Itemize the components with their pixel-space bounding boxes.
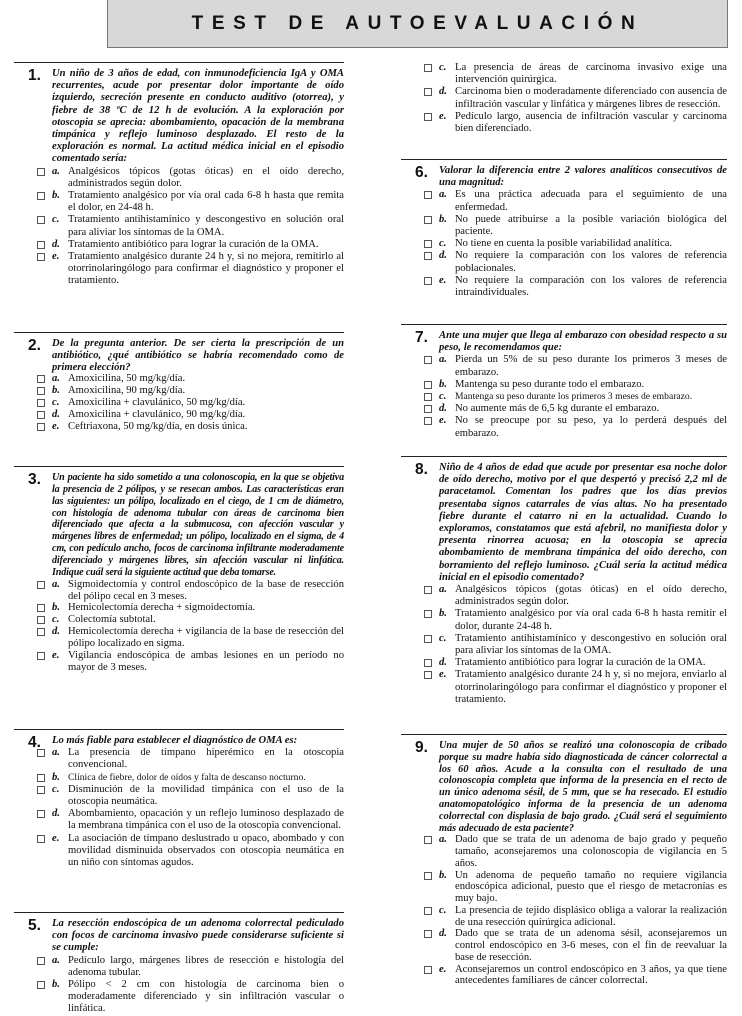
checkbox[interactable]: [37, 604, 45, 612]
option-text: Mantenga su peso durante todo el embarazo.: [455, 378, 645, 390]
option-text: No tiene en cuenta la posible variabilidad analítica.: [455, 238, 673, 250]
option-text: Disminución de la movilidad timpánica con el uso de la otoscopia neumática.: [68, 783, 344, 808]
option-letter: e.: [52, 650, 60, 662]
question-stem: Un paciente ha sido sometido a una colonoscopia, en la que se objetiva la presencia de 2 pólipos, y se resecan ambos. Las características eran las siguientes: un pólipo, localizado en el ciego, de 1 cm de diámetro, con histología de adenoma tubular con áreas de carcinoma bien diferenciado que afecta a la submucosa, con afección vascular y márgenes libres de enfermedad; un pólipo, localizado en el sigma, de 4 cm, con pedículo ancho, focos de carcinoma infiltrante moderadamente diferenciado y márgenes libres, sin afección vascular ni linfática. Indique cuál será la siguiente actitud que deba tomarse.: [52, 472, 344, 578]
checkbox[interactable]: [37, 786, 45, 794]
option-letter: e.: [439, 963, 447, 975]
checkbox[interactable]: [424, 966, 432, 974]
checkbox[interactable]: [37, 387, 45, 395]
option-letter: c.: [439, 632, 447, 644]
option-letter: e.: [439, 415, 447, 427]
option-letter: e.: [52, 832, 60, 844]
option-letter: c.: [52, 214, 60, 226]
option-c[interactable]: [401, 391, 727, 403]
checkbox[interactable]: [424, 635, 432, 643]
option-letter: d.: [439, 928, 447, 940]
option-letter: a.: [52, 747, 60, 759]
checkbox[interactable]: [424, 356, 432, 364]
checkbox[interactable]: [37, 810, 45, 818]
question-4: [14, 729, 344, 912]
option-letter: e.: [52, 420, 60, 432]
checkbox[interactable]: [37, 981, 45, 989]
option-d[interactable]: [401, 403, 727, 415]
checkbox[interactable]: [37, 616, 45, 624]
option-a[interactable]: [401, 354, 727, 378]
checkbox[interactable]: [37, 835, 45, 843]
option-text: La asociación de tímpano deslustrado u opaco, abombado y con movilidad disminuida observados con otoscopia neumática en un niño con síntomas agudos.: [68, 832, 344, 869]
option-letter: b.: [52, 602, 60, 614]
question-3: [14, 466, 344, 729]
checkbox[interactable]: [424, 381, 432, 389]
option-text: Mantenga su peso durante los primeros 3 meses de embarazo.: [455, 391, 693, 403]
option-text: No aumente más de 6,5 kg durante el embarazo.: [455, 403, 660, 415]
option-e[interactable]: [14, 833, 344, 870]
option-e[interactable]: [14, 421, 344, 433]
option-d[interactable]: [401, 928, 727, 963]
question-number: 3.: [28, 471, 41, 488]
option-text: Clínica de fiebre, dolor de oídos y falta de descanso nocturno.: [68, 771, 306, 783]
option-text: Tratamiento analgésico por vía oral cada 6-8 h hasta remitir el dolor, durante 24-48 h.: [455, 608, 727, 632]
option-e[interactable]: [401, 111, 727, 135]
option-c[interactable]: [401, 62, 727, 86]
option-text: Hemicolectomía derecha + vigilancia de la base de resección del pólipo localizado en sigma.: [68, 626, 344, 650]
option-b[interactable]: [401, 608, 727, 632]
option-letter: d.: [439, 86, 447, 98]
question-5: [14, 912, 344, 1016]
checkbox[interactable]: [37, 168, 45, 176]
question-stem: Una mujer de 50 años se realizó una colonoscopia de cribado porque su madre había sido diagnosticada de cáncer colorrectal a los 60 años. Acude a la consulta con el resultado de una colonoscopia completa que informa de la presencia en el recto de un único adenoma sésil, de 5 mm, que se ha resecado. El estudio anatomopatológico informa de la presencia de un adenoma colorrectal con displasia de bajo grado. ¿Cuál será el seguimiento más adecuado de esta paciente?: [439, 740, 727, 834]
option-letter: c.: [439, 391, 447, 403]
option-a[interactable]: [401, 584, 727, 608]
option-text: Carcinoma bien o moderadamente diferenciado con ausencia de infiltración vascular y linfática y márgenes libres de resección.: [455, 86, 727, 110]
option-text: Aconsejaremos un control endoscópico en 3 años, ya que tiene antecedentes familiares de cáncer colorrectal.: [455, 963, 727, 987]
checkbox[interactable]: [424, 191, 432, 199]
checkbox[interactable]: [424, 671, 432, 679]
option-letter: b.: [439, 378, 447, 390]
checkbox[interactable]: [37, 749, 45, 757]
checkbox[interactable]: [424, 252, 432, 260]
question-number: 1.: [28, 67, 41, 84]
question-stem: Niño de 4 años de edad que acude por presentar esa noche dolor de oído derecho, motivo por el que despertó y precisó 2,2 ml de paracetamol. Comentan los padres que los días previos presentaba signos catarrales de vías altas. No ha presentado fiebre durante el catarro ni en la actualidad. Cuando lo exploramos, constatamos que está afebril, no manifiesta dolor y presenta rinorrea acuosa; en la otoscopia se aprecia abombamiento de membrana timpánica del oído derecho, con borramiento del reflejo luminoso. ¿Cuál sería la actitud médica inicial en el episodio comentado?: [439, 462, 727, 583]
option-text: Ceftriaxona, 50 mg/kg/día, en dosis única.: [68, 420, 248, 432]
option-text: Tratamiento analgésico por vía oral cada 6-8 h hasta que remita el dolor, en 24-48 h.: [68, 190, 344, 214]
option-b[interactable]: [14, 385, 344, 397]
checkbox[interactable]: [424, 930, 432, 938]
checkbox[interactable]: [424, 659, 432, 667]
checkbox[interactable]: [37, 375, 45, 383]
option-text: Tratamiento antihistamínico y descongestivo en solución oral para aliviar los síntomas de la OMA.: [68, 214, 344, 238]
option-a[interactable]: [14, 166, 344, 190]
option-letter: b.: [52, 190, 60, 202]
option-text: Abombamiento, opacación y un reflejo luminoso desplazado de la membrana timpánica con el uso de la otoscopia convencional.: [68, 808, 344, 832]
question-stem: Ante una mujer que llega al embarazo con obesidad respecto a su peso, le recomendamos que:: [439, 330, 727, 354]
option-letter: a.: [439, 834, 447, 846]
question-number: 7.: [415, 329, 428, 346]
checkbox[interactable]: [37, 241, 45, 249]
option-a[interactable]: [14, 955, 344, 979]
checkbox[interactable]: [424, 586, 432, 594]
option-letter: e.: [439, 274, 447, 286]
option-text: Tratamiento analgésico durante 24 h y, si no mejora, remitirlo al otorrinolaringólogo para confirmar el diagnóstico y proponer el tratamiento.: [68, 251, 344, 287]
question-number: 5.: [28, 917, 41, 934]
option-a[interactable]: [401, 834, 727, 869]
option-text: Pedículo largo, márgenes libres de resección e histología del adenoma tubular.: [68, 954, 344, 978]
option-text: Tratamiento antihistamínico y descongestivo en solución oral para aliviar los síntomas de la OMA.: [455, 632, 727, 657]
question-stem: Un niño de 3 años de edad, con inmunodeficiencia IgA y OMA recurrentes, acude por presentar dolor importante de oído izquierdo, secreción presente en conducto auditivo (otorrea), y fiebre de 38 ºC de 12 h de evolución. A la exploración por otoscopia se aprecia: abombamiento, opacación de la membrana timpánica y reflejo luminoso desplazado. El resto de la exploración es normal. La actitud médica inicial en el episodio comentado sería:: [52, 68, 344, 165]
option-letter: c.: [439, 238, 447, 250]
question-number: 9.: [415, 739, 428, 756]
option-c[interactable]: [401, 905, 727, 929]
option-text: Amoxicilina + clavulánico, 90 mg/kg/día.: [68, 408, 246, 420]
right-column: [401, 62, 727, 987]
checkbox[interactable]: [424, 88, 432, 96]
option-text: Tratamiento antibiótico para lograr la curación de la OMA.: [455, 657, 706, 669]
option-letter: d.: [52, 408, 60, 420]
option-letter: a.: [52, 373, 60, 385]
checkbox[interactable]: [424, 240, 432, 248]
checkbox[interactable]: [37, 581, 45, 589]
option-letter: d.: [52, 808, 60, 820]
checkbox[interactable]: [424, 417, 432, 425]
checkbox[interactable]: [424, 836, 432, 844]
option-e[interactable]: [401, 275, 727, 299]
option-letter: a.: [439, 584, 447, 596]
option-letter: e.: [439, 110, 447, 122]
question-number: 8.: [415, 461, 428, 478]
option-b[interactable]: [401, 379, 727, 391]
option-b[interactable]: [401, 870, 727, 905]
question-9: [401, 734, 727, 987]
checkbox[interactable]: [37, 774, 45, 782]
option-letter: c.: [439, 62, 447, 73]
option-d[interactable]: [14, 808, 344, 832]
checkbox[interactable]: [37, 652, 45, 660]
checkbox[interactable]: [424, 405, 432, 413]
question-6: [401, 159, 727, 324]
checkbox[interactable]: [424, 277, 432, 285]
question-number: 2.: [28, 337, 41, 354]
option-b[interactable]: [401, 214, 727, 238]
option-text: Amoxicilina + clavulánico, 50 mg/kg/día.: [68, 396, 246, 408]
option-letter: d.: [52, 238, 60, 250]
option-text: Un adenoma de pequeño tamaño no requiere vigilancia endoscópica adicional, puesto que el riesgo de metacronías es muy bajo.: [455, 869, 727, 905]
option-text: Es una práctica adecuada para el seguimiento de una enfermedad.: [455, 189, 727, 213]
checkbox[interactable]: [424, 907, 432, 915]
option-text: Pierda un 5% de su peso durante los primeros 3 meses de embarazo.: [455, 354, 727, 378]
question-2: [14, 332, 344, 466]
option-text: Vigilancia endoscópica de ambas lesiones en un período no mayor de 3 meses.: [68, 650, 344, 673]
checkbox[interactable]: [37, 399, 45, 407]
option-text: Hemicolectomía derecha + sigmoidectomía.: [68, 602, 256, 614]
option-text: No puede atribuirse a la posible variación biológica del paciente.: [455, 213, 727, 238]
checkbox[interactable]: [424, 393, 432, 401]
option-d[interactable]: [14, 409, 344, 421]
option-c[interactable]: [14, 614, 344, 626]
question-stem: De la pregunta anterior. De ser cierta la prescripción de un antibiótico, ¿qué antibiótico se habría recomendado como de primera elección?: [52, 338, 344, 373]
option-letter: c.: [52, 396, 60, 408]
option-letter: d.: [439, 403, 447, 415]
option-text: Sigmoidectomía y control endoscópico de la base de resección del pólipo cecal en 3 meses.: [68, 578, 344, 602]
option-text: Tratamiento antibiótico para lograr la curación de la OMA.: [68, 238, 319, 250]
checkbox[interactable]: [37, 216, 45, 224]
question-stem: Valorar la diferencia entre 2 valores analíticos consecutivos de una magnitud:: [439, 165, 727, 189]
question-stem: Lo más fiable para establecer el diagnóstico de OMA es:: [52, 735, 298, 746]
option-a[interactable]: [14, 373, 344, 385]
option-text: Pólipo < 2 cm con histología de carcinoma bien o moderadamente diferenciado y sin infiltración vascular o linfática.: [68, 979, 344, 1015]
option-text: Amoxicilina, 50 mg/kg/día.: [68, 373, 186, 385]
option-e[interactable]: [14, 650, 344, 674]
option-b[interactable]: [14, 602, 344, 614]
option-text: La presencia de áreas de carcinoma invasivo exige una intervención quirúrgica.: [455, 62, 727, 86]
left-column: [14, 62, 344, 1016]
option-e[interactable]: [401, 415, 727, 439]
checkbox[interactable]: [37, 957, 45, 965]
option-a[interactable]: [14, 747, 344, 771]
option-letter: e.: [439, 669, 447, 681]
option-a[interactable]: [14, 579, 344, 603]
option-d[interactable]: [401, 250, 727, 274]
option-letter: a.: [52, 954, 60, 966]
question-number: 4.: [28, 734, 41, 751]
option-e[interactable]: [401, 669, 727, 706]
option-b[interactable]: [14, 190, 344, 214]
option-letter: d.: [439, 250, 447, 262]
option-e[interactable]: [14, 251, 344, 288]
option-letter: b.: [439, 608, 447, 620]
option-text: No se preocupe por su peso, ya lo perderá después del embarazo.: [455, 415, 727, 439]
checkbox[interactable]: [37, 411, 45, 419]
option-b[interactable]: [14, 772, 344, 784]
option-letter: b.: [52, 979, 60, 991]
option-a[interactable]: [401, 189, 727, 213]
option-text: Colectomía subtotal.: [68, 614, 156, 626]
option-e[interactable]: [401, 964, 727, 988]
option-letter: d.: [439, 657, 447, 669]
checkbox[interactable]: [424, 872, 432, 880]
option-text: Pedículo largo, ausencia de infiltración vascular y carcinoma bien diferenciado.: [455, 110, 727, 135]
option-c[interactable]: [14, 397, 344, 409]
option-letter: b.: [52, 385, 60, 397]
option-text: Tratamiento analgésico durante 24 h y, si no mejora, enviarlo al otorrinolaringólogo para confirmar el diagnóstico y proponer el tratamiento.: [455, 669, 727, 705]
option-c[interactable]: [401, 633, 727, 657]
option-text: La presencia de tímpano hiperémico en la otoscopia convencional.: [68, 747, 344, 771]
option-letter: c.: [52, 783, 60, 795]
option-letter: b.: [439, 213, 447, 225]
option-letter: a.: [52, 165, 60, 177]
option-text: Analgésicos tópicos (gotas óticas) en el oído derecho, administrados según dolor.: [455, 584, 727, 608]
option-d[interactable]: [14, 626, 344, 650]
option-text: Dado que se trata de un adenoma sésil, aconsejaremos un control endoscópico en 3-6 meses, con el fin de reevaluar la base de resección.: [455, 928, 727, 963]
option-letter: b.: [439, 869, 447, 881]
question-stem: La resección endoscópica de un adenoma colorrectal pediculado con focos de carcinoma invasivo puede considerarse suficiente si se cumple:: [52, 918, 344, 954]
option-letter: c.: [439, 904, 447, 916]
option-text: Analgésicos tópicos (gotas óticas) en el oído derecho, administrados según dolor.: [68, 165, 344, 189]
checkbox[interactable]: [424, 610, 432, 618]
page-title: TEST DE AUTOEVALUACIÓN: [107, 0, 728, 48]
checkbox[interactable]: [424, 113, 432, 121]
option-b[interactable]: [14, 979, 344, 1016]
checkbox[interactable]: [37, 253, 45, 261]
option-letter: d.: [52, 626, 60, 638]
option-text: La presencia de tejido displásico obliga a valorar la realización de una resección quirúrgica adicional.: [455, 904, 727, 928]
option-c[interactable]: [14, 784, 344, 808]
option-letter: c.: [52, 614, 60, 626]
option-text: No requiere la comparación con los valores de referencia intraindividuales.: [455, 274, 727, 299]
option-text: Dado que se trata de un adenoma de bajo grado y pequeño tamaño, aconsejaremos una colonoscopia de vigilancia en 5 años.: [455, 834, 727, 869]
option-letter: b.: [52, 771, 60, 783]
checkbox[interactable]: [424, 64, 432, 72]
option-c[interactable]: [14, 214, 344, 238]
question-7: [401, 324, 727, 456]
checkbox[interactable]: [37, 628, 45, 636]
option-text: No requiere la comparación con los valores de referencia poblacionales.: [455, 250, 727, 274]
checkbox[interactable]: [37, 192, 45, 200]
question-8: [401, 456, 727, 734]
checkbox[interactable]: [37, 423, 45, 431]
option-d[interactable]: [14, 239, 344, 251]
checkbox[interactable]: [424, 216, 432, 224]
option-letter: a.: [439, 354, 447, 366]
question-5-continued: [401, 62, 727, 159]
option-text: Amoxicilina, 90 mg/kg/día.: [68, 385, 186, 397]
option-letter: a.: [439, 189, 447, 201]
option-letter: a.: [52, 578, 60, 590]
question-1: [14, 62, 344, 332]
option-c[interactable]: [401, 238, 727, 250]
option-letter: e.: [52, 251, 60, 263]
option-d[interactable]: [401, 86, 727, 110]
option-d[interactable]: [401, 657, 727, 669]
question-number: 6.: [415, 164, 428, 181]
